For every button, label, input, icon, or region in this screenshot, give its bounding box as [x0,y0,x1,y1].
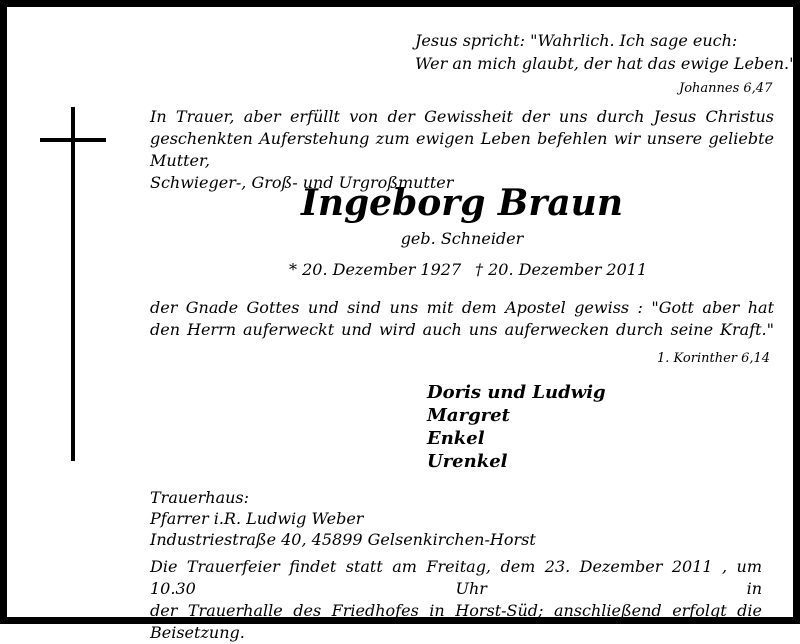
funeral-service-info [150,556,762,644]
mourner-name: Enkel [427,428,485,449]
cross-icon [71,107,75,461]
verse-line: der Gnade Gottes und sind uns mit dem Apostel gewiss : "Gott aber hat [150,298,774,317]
cross-icon-bar [40,138,106,142]
mourner-name: Margret [427,405,510,426]
service-line: der Trauerhalle des Friedhofes in Horst-Süd; anschließend erfolgt die Beisetzung. [150,601,762,642]
mourning-house-line: Pfarrer i.R. Ludwig Weber [150,509,364,528]
bible-quote-line: Wer an mich glaubt, der hat das ewige Leben." [415,54,797,73]
intro-line: geschenkten Auferstehung zum ewigen Leben befehlen wir unsere geliebte Mutter, [150,129,774,170]
mourners-list [427,381,606,473]
deceased-name: Ingeborg Braun [300,182,623,224]
mourning-house-label: Trauerhaus: [150,488,250,507]
service-line: Die Trauerfeier findet statt am Freitag, dem 23. Dezember 2011 , um 10.30 Uhr in [150,557,762,598]
verse-reference: 1. Korinther 6,14 [657,351,771,366]
bible-quote-line: Jesus spricht: "Wahrlich. Ich sage euch: [415,31,738,50]
maiden-name: geb. Schneider [400,229,524,248]
mourning-house-address: Industriestraße 40, 45899 Gelsenkirchen-Horst [150,530,536,549]
intro-line: In Trauer, aber erfüllt von der Gewissheit der uns durch Jesus Christus [150,107,774,126]
verse-line: den Herrn auferweckt und wird auch uns auferwecken durch seine Kraft." [150,320,774,339]
bible-quote [415,29,796,75]
birth-date: * 20. Dezember 1927 [289,260,462,279]
mourner-name: Doris und Ludwig [427,382,606,403]
mourning-house [150,487,536,550]
death-date: † 20. Dezember 2011 [475,260,648,279]
mourner-name: Urenkel [427,451,508,472]
bible-quote-reference: Johannes 6,47 [679,81,773,96]
verse-text [150,297,774,341]
intro-line: Schwieger-, Groß- und Urgroßmutter [150,173,454,192]
